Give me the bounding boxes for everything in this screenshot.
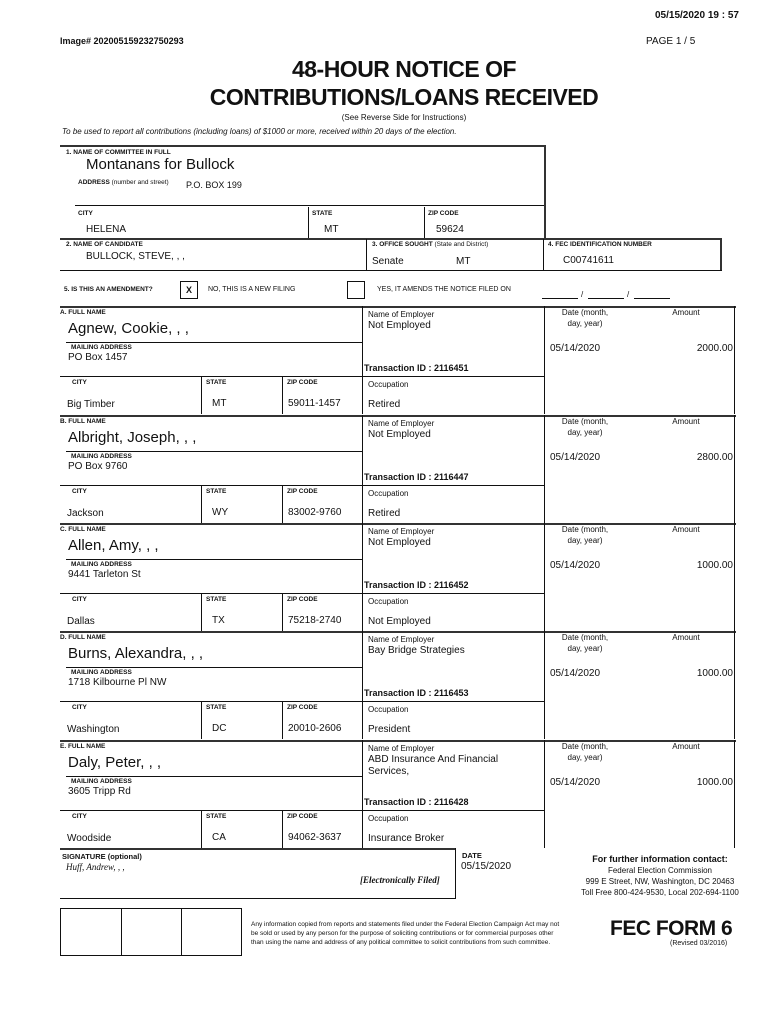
- rule-line: [201, 376, 202, 414]
- committee-zip: 59624: [436, 224, 464, 235]
- contributor-city: Big Timber: [67, 399, 115, 410]
- amends-checkbox[interactable]: [347, 281, 365, 299]
- contact-line-1: Federal Election Commission: [607, 866, 713, 875]
- signature-name: Huff, Andrew, , ,: [66, 862, 125, 872]
- state-label: STATE: [206, 379, 227, 386]
- contributor-name: Albright, Joseph, , ,: [68, 429, 197, 446]
- fec-id: C00741611: [563, 255, 614, 266]
- rule-line: [282, 593, 283, 631]
- rule-line: [201, 593, 202, 631]
- zip-label: ZIP CODE: [287, 813, 318, 820]
- transaction-id: Transaction ID : 2116428: [364, 797, 469, 807]
- rule-line: [734, 631, 735, 739]
- transaction-id: Transaction ID : 2116447: [364, 472, 469, 482]
- contributor-zip: 94062-3637: [288, 832, 342, 843]
- rule-line: [362, 306, 363, 414]
- contributor-address: 1718 Kilbourne Pl NW: [68, 677, 167, 688]
- rule-line: [66, 451, 362, 452]
- contributor-occupation: Insurance Broker: [368, 833, 445, 844]
- contributor-zip: 59011-1457: [288, 398, 341, 409]
- date-label-line1: Date (month,: [561, 417, 609, 426]
- contribution-date: 05/14/2020: [550, 777, 601, 788]
- rule-line: [60, 740, 736, 742]
- contributor-city: Woodside: [67, 833, 112, 844]
- signature-date-label: DATE: [462, 851, 482, 860]
- committee-address-label: ADDRESS (number and street): [78, 179, 169, 186]
- title-line1: 48-HOUR NOTICE OF: [291, 56, 517, 82]
- contributor-zip: 75218-2740: [288, 615, 342, 626]
- date-label-line2: day, year): [567, 644, 603, 653]
- new-filing-text: NO, THIS IS A NEW FILING: [208, 286, 296, 293]
- committee-name: Montanans for Bullock: [86, 156, 235, 173]
- contributor-zip: 20010-2606: [288, 723, 342, 734]
- contributor-name-label: C. FULL NAME: [60, 526, 106, 533]
- employer-label: Name of Employer: [368, 744, 435, 753]
- state-label: STATE: [206, 596, 227, 603]
- contribution-date: 05/14/2020: [550, 343, 601, 354]
- rule-line: [282, 810, 283, 848]
- rule-line: [362, 631, 363, 739]
- signature-date: 05/15/2020: [461, 861, 512, 872]
- contribution-amount: 2800.00: [696, 452, 733, 463]
- contributor-state: MT: [212, 398, 227, 409]
- contributor-name-label: E. FULL NAME: [60, 743, 106, 750]
- city-label: CITY: [72, 596, 87, 603]
- rule-line: [201, 701, 202, 739]
- rule-line: [734, 740, 735, 848]
- rule-line: [362, 810, 544, 811]
- contributor-employer: Not Employed: [368, 429, 431, 440]
- transaction-id: Transaction ID : 2116451: [364, 363, 469, 373]
- contact-line-3: Toll Free 800-424-9530, Local 202-694-1100: [581, 888, 739, 897]
- contribution-amount: 1000.00: [696, 668, 733, 679]
- occupation-label: Occupation: [368, 705, 409, 714]
- amend-date-slash-2: /: [627, 290, 630, 299]
- contributor-employer: Bay Bridge Strategies: [368, 645, 465, 656]
- contributor-city: Washington: [67, 724, 120, 735]
- rule-line: [60, 593, 362, 594]
- contributor-occupation: President: [368, 724, 411, 735]
- rule-line: [60, 306, 736, 308]
- occupation-label: Occupation: [368, 489, 409, 498]
- date-label-line2: day, year): [567, 753, 603, 762]
- contributor-state: DC: [212, 723, 227, 734]
- contributor-name-label: A. FULL NAME: [60, 309, 106, 316]
- zip-label: ZIP CODE: [287, 488, 318, 495]
- office-state: MT: [456, 256, 471, 267]
- contribution-amount: 1000.00: [696, 560, 733, 571]
- rule-line: [362, 593, 544, 594]
- office-sought: Senate: [372, 256, 404, 267]
- amends-text: YES, IT AMENDS THE NOTICE FILED ON: [377, 286, 511, 293]
- transaction-id: Transaction ID : 2116453: [364, 688, 469, 698]
- rule-line: [544, 415, 545, 523]
- rule-line: [60, 415, 736, 417]
- amount-label: Amount: [672, 308, 700, 317]
- rule-line: [362, 376, 544, 377]
- contributor-city: Dallas: [67, 616, 95, 627]
- city-label: CITY: [72, 379, 87, 386]
- rule-line: [544, 631, 545, 739]
- rule-line: [734, 306, 735, 414]
- employer-label: Name of Employer: [368, 419, 435, 428]
- contributor-address: PO Box 9760: [68, 461, 128, 472]
- committee-state: MT: [324, 224, 339, 235]
- contributor-employer: Not Employed: [368, 537, 431, 548]
- date-label-line2: day, year): [567, 428, 603, 437]
- form-revised: (Revised 03/2016): [670, 940, 728, 947]
- rule-line: [362, 740, 363, 848]
- amount-label: Amount: [672, 417, 700, 426]
- rule-line: [66, 342, 362, 343]
- usage-notice: Any information copied from reports and statements filed under the Federal Election Campaign Act may not be sold or used by any person for the purpose of soliciting contributions or for commercial purposes other than using the name and address of any political committee to solicit contributions from such committee.: [251, 921, 560, 946]
- rule-line: [282, 701, 283, 739]
- contributor-state: CA: [212, 832, 226, 843]
- rule-line: [60, 485, 362, 486]
- page-number: PAGE 1 / 5: [646, 36, 696, 47]
- contribution-date: 05/14/2020: [550, 668, 601, 679]
- rule-line: [60, 701, 362, 702]
- fec-id-label: 4. FEC IDENTIFICATION NUMBER: [548, 241, 652, 248]
- date-label-line1: Date (month,: [561, 525, 609, 534]
- amount-label: Amount: [672, 525, 700, 534]
- contributor-occupation: Retired: [368, 399, 401, 410]
- contribution-amount: 1000.00: [696, 777, 733, 788]
- rule-line: [282, 376, 283, 414]
- city-label: CITY: [72, 488, 87, 495]
- rule-line: [544, 306, 545, 414]
- form-number: FEC FORM 6: [610, 917, 733, 940]
- mailing-address-label: MAILING ADDRESS: [71, 669, 132, 676]
- rule-line: [282, 485, 283, 523]
- transaction-id: Transaction ID : 2116452: [364, 580, 469, 590]
- zip-label: ZIP CODE: [287, 704, 318, 711]
- signature-label: SIGNATURE (optional): [62, 852, 142, 861]
- contribution-date: 05/14/2020: [550, 452, 601, 463]
- contributor-address: PO Box 1457: [68, 352, 128, 363]
- contributor-name: Daly, Peter, , ,: [68, 754, 162, 771]
- office-sought-label: 3. OFFICE SOUGHT (State and District): [372, 241, 489, 248]
- contact-title: For further information contact:: [592, 854, 728, 864]
- candidate-name-label: 2. NAME OF CANDIDATE: [66, 241, 143, 248]
- date-label-line1: Date (month,: [561, 742, 609, 751]
- rule-line: [734, 415, 735, 523]
- instruction-text: To be used to report all contributions (including loans) of $1000 or more, received within 20 days of the election.: [62, 127, 457, 136]
- contributor-employer-line2: Services,: [368, 766, 410, 777]
- mailing-address-label: MAILING ADDRESS: [71, 344, 132, 351]
- title-line2: CONTRIBUTIONS/LOANS RECEIVED: [209, 84, 599, 110]
- rule-line: [544, 523, 545, 631]
- employer-label: Name of Employer: [368, 310, 435, 319]
- amount-label: Amount: [672, 633, 700, 642]
- rule-line: [66, 776, 362, 777]
- state-label: STATE: [206, 488, 227, 495]
- contributor-employer: Not Employed: [368, 320, 431, 331]
- contribution-amount: 2000.00: [696, 343, 733, 354]
- date-label-line2: day, year): [567, 319, 603, 328]
- contributor-address: 9441 Tarleton St: [68, 569, 141, 580]
- occupation-label: Occupation: [368, 814, 409, 823]
- state-label: STATE: [206, 813, 227, 820]
- contributor-zip: 83002-9760: [288, 507, 342, 518]
- committee-address: P.O. BOX 199: [186, 180, 242, 190]
- contributor-occupation: Retired: [368, 508, 401, 519]
- zip-label: ZIP CODE: [287, 379, 318, 386]
- rule-line: [66, 559, 362, 560]
- rule-line: [201, 485, 202, 523]
- rule-line: [60, 810, 362, 811]
- contributor-state: WY: [212, 507, 229, 518]
- zip-label: ZIP CODE: [287, 596, 318, 603]
- rule-line: [734, 523, 735, 631]
- city-label: CITY: [72, 813, 87, 820]
- contributor-name: Agnew, Cookie, , ,: [68, 320, 189, 337]
- committee-state-label: STATE: [312, 210, 333, 217]
- office-use-boxes: [60, 908, 242, 956]
- candidate-name: BULLOCK, STEVE, , ,: [86, 251, 185, 262]
- committee-name-label: 1. NAME OF COMMITTEE IN FULL: [66, 149, 171, 156]
- committee-city: HELENA: [86, 224, 127, 235]
- contact-line-2: 999 E Street, NW, Washington, DC 20463: [585, 877, 735, 886]
- date-label-line2: day, year): [567, 536, 603, 545]
- mailing-address-label: MAILING ADDRESS: [71, 778, 132, 785]
- occupation-label: Occupation: [368, 597, 409, 606]
- city-label: CITY: [72, 704, 87, 711]
- employer-label: Name of Employer: [368, 635, 435, 644]
- rule-line: [60, 376, 362, 377]
- rule-line: [66, 667, 362, 668]
- contributor-employer: ABD Insurance And Financial: [368, 754, 499, 765]
- electronic-filed-label: [Electronically Filed]: [360, 875, 440, 885]
- check-mark: X: [185, 285, 192, 295]
- contribution-date: 05/14/2020: [550, 560, 601, 571]
- rule-line: [362, 415, 363, 523]
- contributor-state: TX: [212, 615, 225, 626]
- committee-city-label: CITY: [78, 210, 93, 217]
- amend-date-slash-1: /: [581, 290, 584, 299]
- contributor-name: Allen, Amy, , ,: [68, 537, 159, 554]
- mailing-address-label: MAILING ADDRESS: [71, 561, 132, 568]
- image-number: Image# 202005159232750293: [60, 36, 184, 46]
- contributor-name-label: B. FULL NAME: [60, 418, 106, 425]
- contributor-occupation: Not Employed: [368, 616, 431, 627]
- amount-label: Amount: [672, 742, 700, 751]
- employer-label: Name of Employer: [368, 527, 435, 536]
- contributor-address: 3605 Tripp Rd: [68, 786, 131, 797]
- rule-line: [362, 523, 363, 631]
- rule-line: [362, 485, 544, 486]
- contributor-city: Jackson: [67, 508, 104, 519]
- timestamp: 05/15/2020 19 : 57: [655, 10, 739, 21]
- rule-line: [544, 740, 545, 848]
- new-filing-checkbox[interactable]: [180, 281, 198, 299]
- amendment-label: 5. IS THIS AN AMENDMENT?: [64, 286, 153, 293]
- occupation-label: Occupation: [368, 380, 409, 389]
- contributor-name: Burns, Alexandra, , ,: [68, 645, 204, 662]
- rule-line: [60, 631, 736, 633]
- state-label: STATE: [206, 704, 227, 711]
- contributor-name-label: D. FULL NAME: [60, 634, 106, 641]
- rule-line: [362, 701, 544, 702]
- mailing-address-label: MAILING ADDRESS: [71, 453, 132, 460]
- committee-zip-label: ZIP CODE: [428, 210, 459, 217]
- see-reverse-note: (See Reverse Side for Instructions): [341, 113, 467, 122]
- date-label-line1: Date (month,: [561, 308, 609, 317]
- date-label-line1: Date (month,: [561, 633, 609, 642]
- rule-line: [201, 810, 202, 848]
- rule-line: [60, 523, 736, 525]
